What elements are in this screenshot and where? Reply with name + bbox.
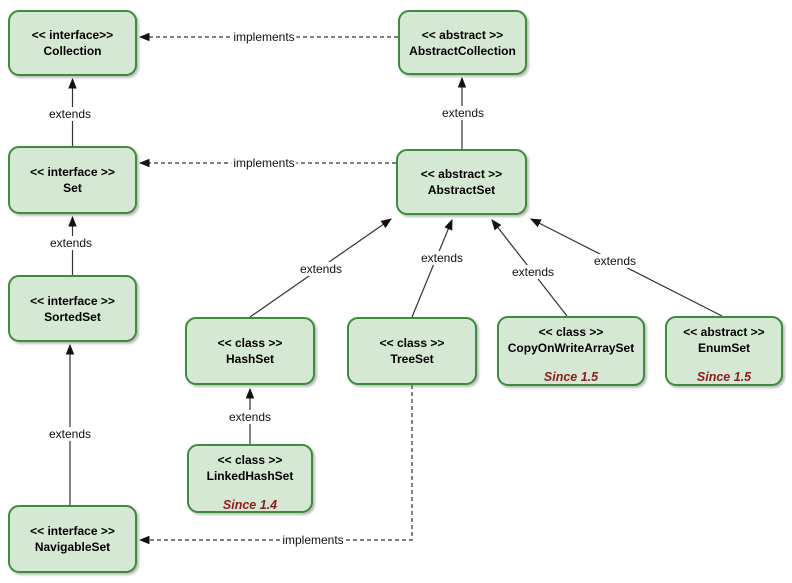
edge-label-enumset-extends-abstractset: extends	[593, 254, 637, 268]
class-name: Set	[63, 181, 82, 195]
class-name: NavigableSet	[34, 540, 111, 554]
edge-label-sortedset-extends-set: extends	[49, 236, 93, 250]
stereotype: << class >>	[217, 336, 283, 350]
stereotype: << class >>	[538, 325, 604, 339]
node-linked-hash-set[interactable]	[187, 444, 313, 513]
class-name: HashSet	[225, 352, 275, 366]
stereotype: << abstract >>	[421, 27, 504, 42]
edge-label-hashset-extends-abstractset: extends	[299, 262, 343, 276]
node-collection[interactable]	[8, 10, 137, 76]
node-sorted-set[interactable]	[8, 275, 137, 342]
class-name: Collection	[43, 44, 102, 58]
node-enum-set[interactable]	[665, 316, 783, 386]
class-name: CopyOnWriteArraySet	[507, 341, 635, 355]
since-version-note: Since 1.4	[222, 498, 278, 512]
stereotype: << abstract >>	[420, 167, 503, 181]
edge-label-navigableset-extends-sortedset: extends	[48, 427, 92, 441]
node-tree-set[interactable]	[347, 317, 477, 385]
node-abstract-collection[interactable]	[398, 10, 527, 75]
node-set[interactable]	[8, 146, 137, 214]
stereotype: << interface >>	[30, 293, 115, 308]
edge-treeset-extends-abstractset	[412, 220, 452, 317]
edge-label-abstractset-extends-abstractcollection: extends	[441, 106, 485, 120]
edge-label-copyonwritearrayset-extends-abstractset: extends	[511, 265, 555, 279]
class-name: AbstractSet	[427, 183, 496, 197]
node-hash-set[interactable]	[185, 317, 315, 385]
edge-label-treeset-extends-abstractset: extends	[420, 251, 464, 265]
node-abstract-set[interactable]	[396, 149, 527, 215]
stereotype: << class >>	[217, 453, 283, 467]
edge-label-set-extends-collection: extends	[48, 107, 92, 121]
node-copy-on-write-array-set[interactable]	[497, 316, 645, 386]
stereotype: << interface >>	[30, 524, 115, 538]
class-name: SortedSet	[44, 309, 101, 324]
edge-label-abstractcollection-implements-collection: implements	[233, 30, 295, 44]
class-name: EnumSet	[697, 341, 750, 355]
edge-label-abstractset-implements-set: implements	[233, 156, 295, 170]
class-name: AbstractCollection	[409, 43, 516, 58]
stereotype: << class >>	[379, 336, 445, 350]
since-version-note: Since 1.5	[543, 370, 599, 384]
edge-label-treeset-implements-navigableset: implements	[282, 533, 344, 547]
class-name: LinkedHashSet	[206, 469, 294, 483]
class-name: TreeSet	[390, 352, 434, 366]
stereotype: << interface>>	[31, 28, 114, 42]
edge-label-linkedhashset-extends-hashset: extends	[228, 410, 272, 424]
since-version-note: Since 1.5	[696, 370, 752, 384]
stereotype: << interface >>	[30, 165, 115, 179]
stereotype: << abstract >>	[683, 325, 765, 339]
node-navigable-set[interactable]	[8, 505, 137, 573]
